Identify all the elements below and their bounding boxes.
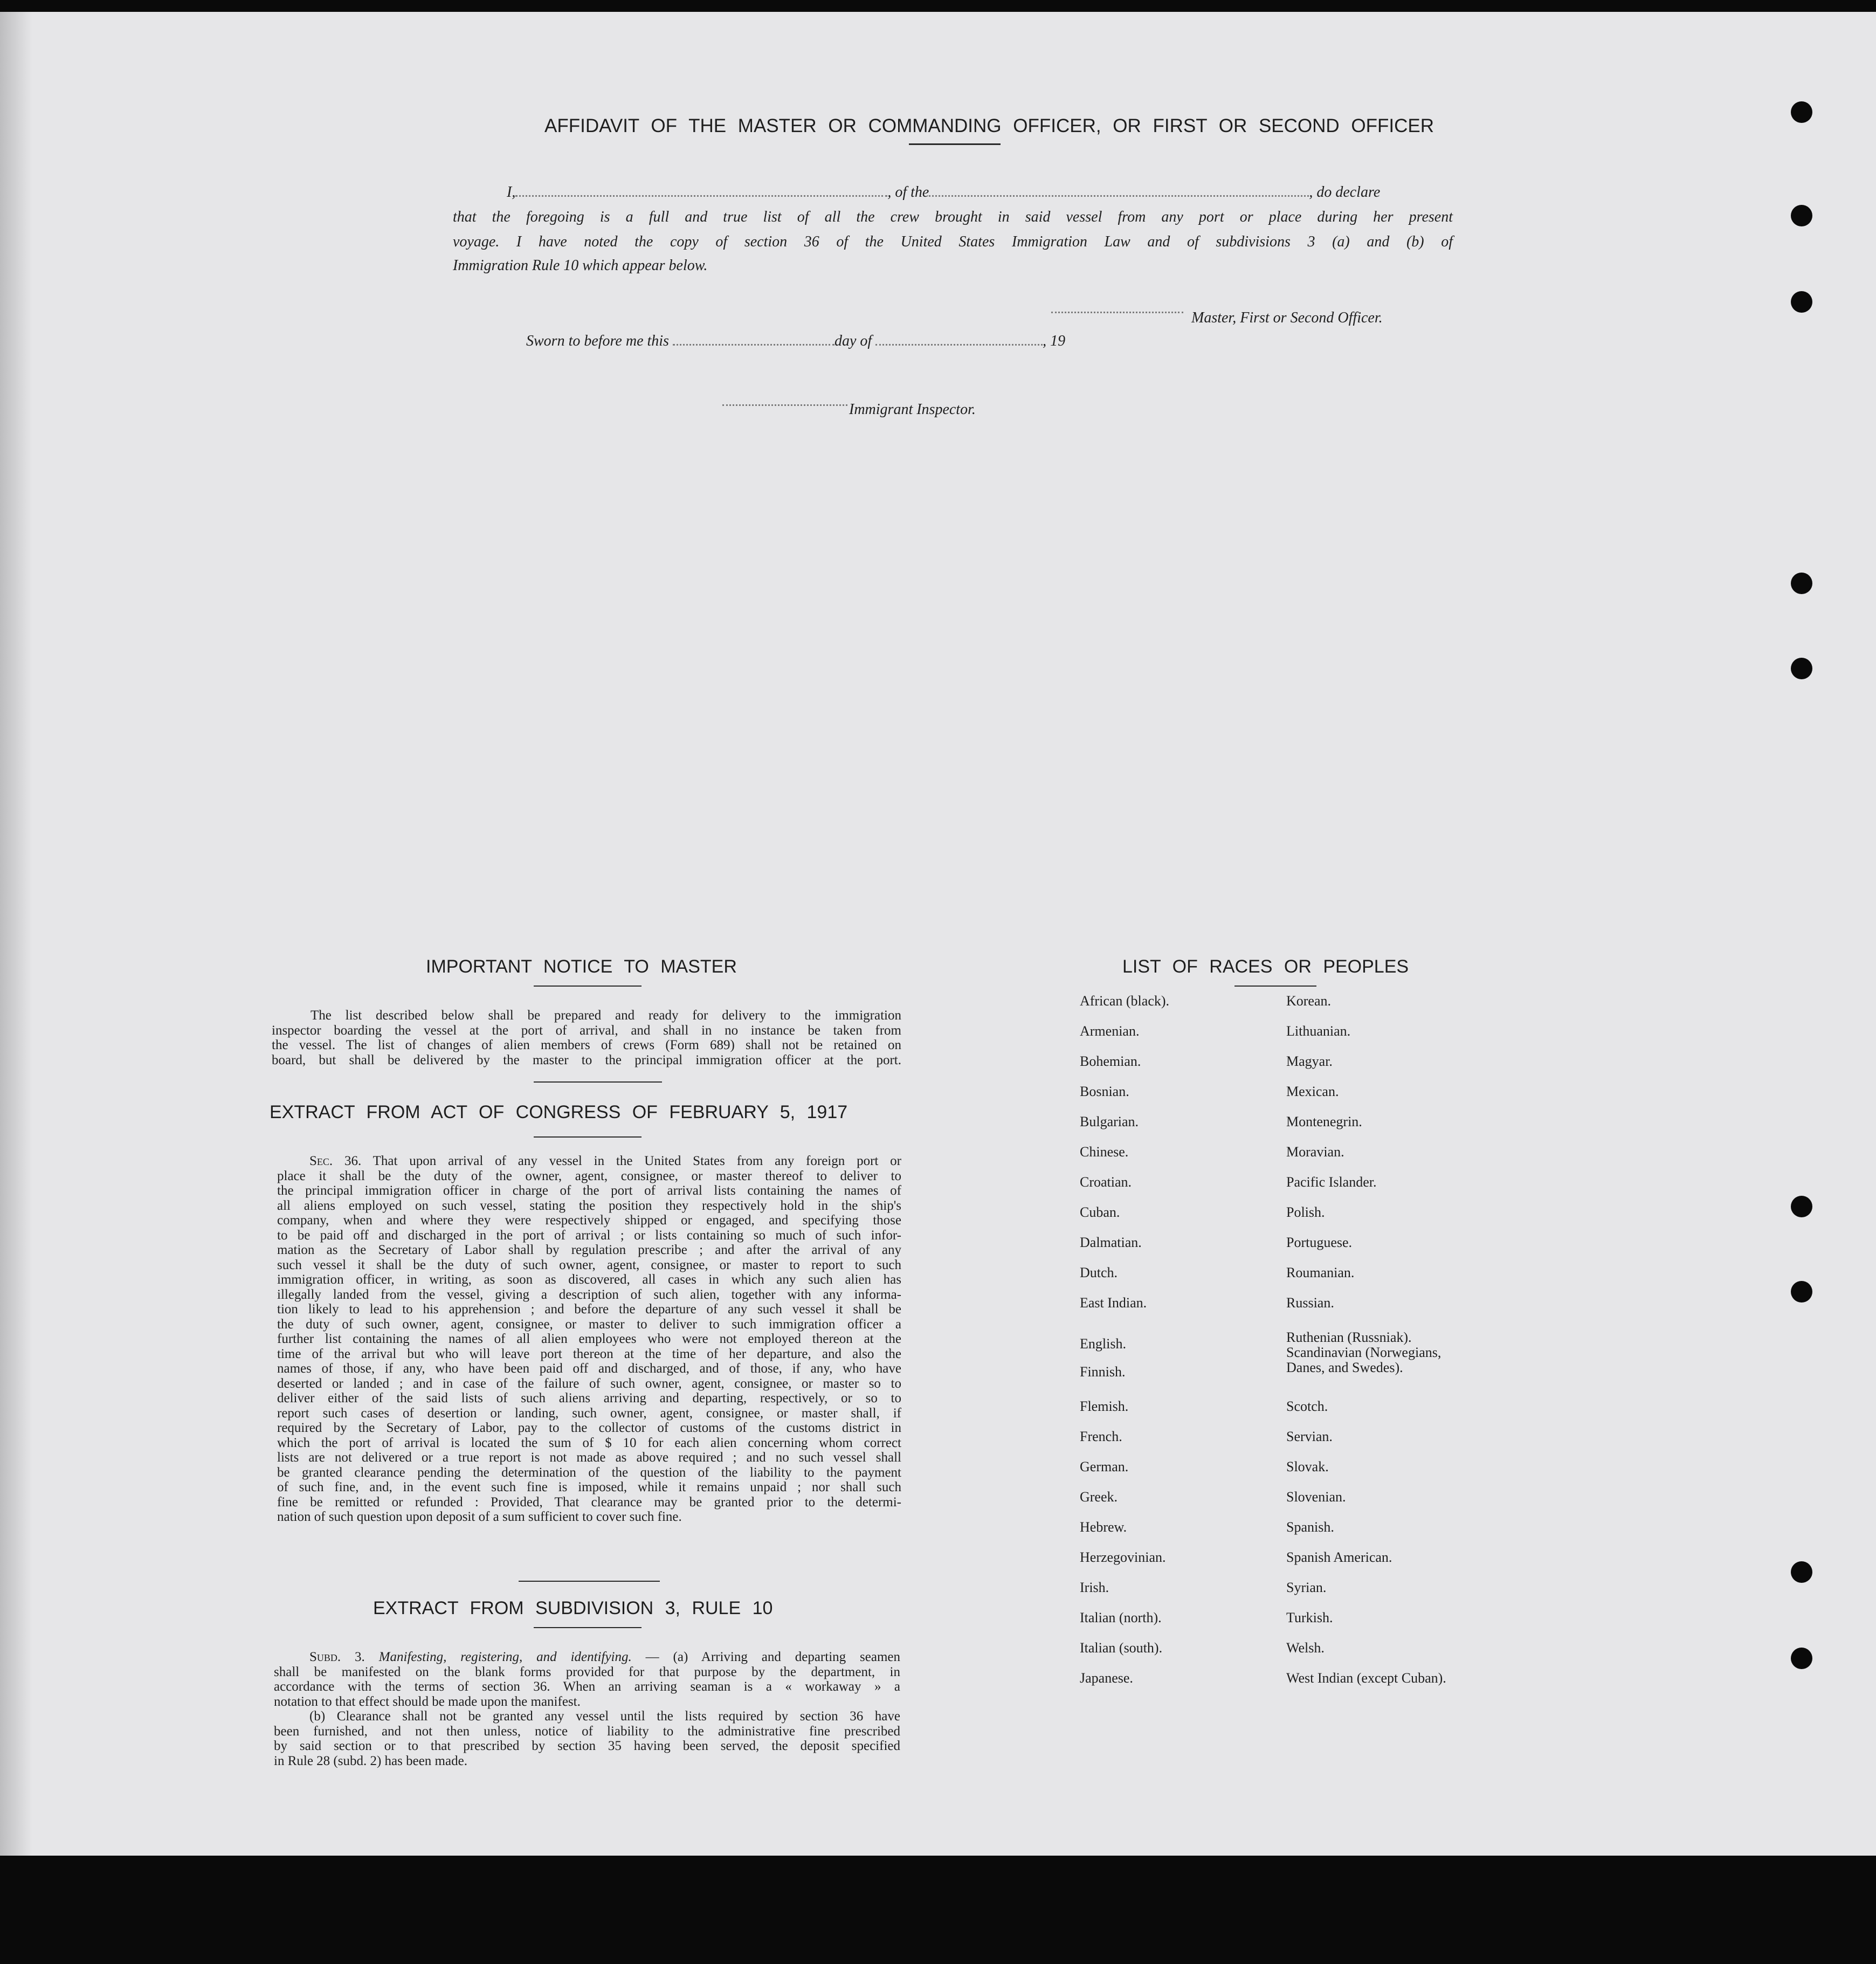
section-36-paragraph xyxy=(277,1154,901,1525)
binder-hole xyxy=(1791,1196,1812,1217)
section-divider xyxy=(534,1081,662,1083)
race-list-item: Lithuanian. xyxy=(1286,1023,1351,1039)
sworn-line xyxy=(526,333,1065,350)
notice-line: inspector boarding the vessel at the port of arrival, and shall in no instance be taken from xyxy=(272,1023,901,1038)
subdivision-heading: Manifesting, registering, and identifying. xyxy=(378,1650,632,1664)
race-list-item: Korean. xyxy=(1286,993,1332,1009)
race-list-item: Slovenian. xyxy=(1286,1489,1346,1505)
race-list-item: Croatian. xyxy=(1080,1174,1132,1190)
race-list-item: Montenegrin. xyxy=(1286,1114,1362,1129)
race-list-item: Turkish. xyxy=(1286,1610,1333,1625)
subdivision-line: in Rule 28 (subd. 2) has been made. xyxy=(274,1753,467,1768)
binder-hole xyxy=(1791,1648,1812,1669)
title-underline xyxy=(909,143,1001,145)
subdivision-line: accordance with the terms of section 36. When an arriving seaman is a « workaway » a xyxy=(274,1679,900,1694)
race-list-item: Irish. xyxy=(1080,1580,1109,1595)
section-36-line: report such cases of desertion or landing, such owner, agent, consignee, or master shall, if xyxy=(277,1405,901,1421)
document-sheet xyxy=(0,12,1876,1856)
section-36-line: deserted or landed ; and in case of the failure of such owner, agent, consignee, or master so to xyxy=(277,1376,901,1391)
race-list-item: Scotch. xyxy=(1286,1398,1328,1414)
race-list-item: Magyar. xyxy=(1286,1053,1333,1069)
immigrant-inspector-label: Immigrant Inspector. xyxy=(849,401,976,418)
races-title: LIST OF RACES OR PEOPLES xyxy=(1122,956,1409,977)
section-36-line: further list containing the names of all alien employees who were not employed thereon at the xyxy=(277,1332,901,1346)
section-36-line: be granted clearance pending the determination of the question of the liability to the payment xyxy=(277,1465,901,1480)
do-declare-label: , do declare xyxy=(1309,184,1381,201)
race-list-item: Italian (north). xyxy=(1080,1610,1162,1625)
section-36-line: lists are not delivered or a true report is not made as above required ; and no such vessel shall xyxy=(277,1450,901,1465)
race-list-item: Portuguese. xyxy=(1286,1235,1353,1250)
race-list-item: Spanish American. xyxy=(1286,1549,1392,1565)
affidavit-title: AFFIDAVIT OF THE MASTER OR COMMANDING OFFICER, OR FIRST OR SECOND OFFICER xyxy=(544,115,1434,136)
race-list-item: Pacific Islander. xyxy=(1286,1174,1377,1190)
section-36-line: That upon arrival of any vessel in the United States from any foreign port or xyxy=(373,1154,901,1168)
race-list-item: Chinese. xyxy=(1080,1144,1129,1160)
section-36-line: required by the Secretary of Labor, pay to the collector of customs of the customs district in xyxy=(277,1421,901,1435)
section-36-line: place it shall be the duty of the owner, agent, consignee, or master thereof to deliver to xyxy=(277,1168,901,1183)
of-the-label: , of the xyxy=(887,184,929,201)
affidavit-text-line: that the foregoing is a full and true list of all the crew brought in said vessel from any port or place during her present xyxy=(453,209,1453,225)
race-list-item: West Indian (except Cuban). xyxy=(1286,1670,1446,1686)
subdivision-first-line xyxy=(274,1650,900,1665)
affidavit-declaration-line xyxy=(453,180,1453,205)
binder-hole xyxy=(1791,658,1812,679)
section-36-line: tion likely to lead to his apprehension ; and before the departure of any such vessel it shall be xyxy=(277,1302,901,1317)
section-36-line: immigration officer, in writing, as soon as discovered, all cases in which any such alien has xyxy=(277,1272,901,1287)
inspector-signature-blank xyxy=(722,404,847,406)
race-list-item: Servian. xyxy=(1286,1429,1333,1444)
affidavit-text-line: Immigration Rule 10 which appear below. xyxy=(453,257,708,274)
scan-edge-shadow xyxy=(0,12,32,1856)
section-36-line: to be paid off and discharged in the port of arrival ; or lists containing so much of such infor- xyxy=(277,1228,901,1243)
section-36-line: fine be remitted or refunded : Provided, That clearance may be granted prior to the determi- xyxy=(277,1494,901,1510)
section-divider xyxy=(1234,986,1316,987)
subdivision-label: Subd. 3. xyxy=(309,1650,365,1664)
race-list-item: Bosnian. xyxy=(1080,1084,1129,1099)
section-divider xyxy=(534,986,642,987)
binder-hole xyxy=(1791,1281,1812,1303)
race-list-item: Danes, and Swedes). xyxy=(1286,1360,1403,1375)
extract-act-title: EXTRACT FROM ACT OF CONGRESS OF FEBRUARY 5, 1917 xyxy=(270,1102,848,1122)
race-list-item: African (black). xyxy=(1080,993,1170,1009)
binder-hole xyxy=(1791,291,1812,313)
race-list-item: Russian. xyxy=(1286,1295,1334,1311)
subdivision-line: by said section or to that prescribed by section 35 having been served, the deposit specified xyxy=(274,1739,900,1753)
vessel-blank xyxy=(929,195,1309,197)
race-list-item: English. xyxy=(1080,1336,1126,1352)
race-list-item: East Indian. xyxy=(1080,1295,1147,1311)
subdivision-line: shall be manifested on the blank forms provided for that purpose by the department, in xyxy=(274,1664,900,1679)
subdivision-line: (b) Clearance shall not be granted any vessel until the lists required by section 36 have xyxy=(309,1709,900,1724)
year-label: , 19 xyxy=(1043,333,1066,349)
section-label: Sec. 36. xyxy=(309,1154,362,1168)
section-36-line: all aliens employed on such vessel, stating the position they respectively hold in the ship's xyxy=(277,1198,901,1213)
race-list-item: Slovak. xyxy=(1286,1459,1329,1474)
binder-hole xyxy=(1791,101,1812,123)
section-36-line: names of those, if any, who have been paid off and discharged, and of those, if any, who have xyxy=(277,1361,901,1376)
race-list-item: Armenian. xyxy=(1080,1023,1140,1039)
extract-rule-title: EXTRACT FROM SUBDIVISION 3, RULE 10 xyxy=(373,1598,773,1618)
section-36-line: nation of such question upon deposit of a sum sufficient to cover such fine. xyxy=(277,1510,682,1524)
race-list-item: Hebrew. xyxy=(1080,1519,1127,1535)
i-label: I, xyxy=(507,184,516,201)
notice-line: the vessel. The list of changes of alien members of crews (Form 689) shall not be retained on xyxy=(272,1038,901,1052)
subdivision-line: — (a) Arriving and departing seamen xyxy=(645,1650,900,1664)
day-blank xyxy=(673,344,834,346)
race-list-item: Welsh. xyxy=(1286,1640,1325,1656)
race-list-item: Syrian. xyxy=(1286,1580,1327,1595)
section-36-line: mation as the Secretary of Labor shall by regulation prescribe ; and after the arrival of any xyxy=(277,1243,901,1257)
notice-paragraph xyxy=(272,1008,901,1067)
race-list-item: Bulgarian. xyxy=(1080,1114,1139,1129)
race-list-item: Polish. xyxy=(1286,1204,1325,1220)
race-list-item: Greek. xyxy=(1080,1489,1118,1505)
master-signature-label: Master, First or Second Officer. xyxy=(1191,309,1383,326)
section-36-line: which the port of arrival is located the sum of $ 10 for each alien concerning whom correct xyxy=(277,1435,901,1450)
section-36-line: illegally landed from the vessel, giving a description of such alien, together with any informa- xyxy=(277,1287,901,1302)
affidavit-text-line: voyage. I have noted the copy of section 36 of the United States Immigration Law and of subdivisions 3 (a) and (b) of xyxy=(453,233,1453,250)
section-divider xyxy=(534,1136,642,1138)
race-list-item: Finnish. xyxy=(1080,1364,1126,1380)
day-of-label: day of xyxy=(834,333,872,349)
race-list-item: Dalmatian. xyxy=(1080,1235,1142,1250)
race-list-item: Herzegovinian. xyxy=(1080,1549,1166,1565)
section-36-line: the principal immigration officer in charge of the port of arrival lists containing the names of xyxy=(277,1183,901,1198)
race-list-item: French. xyxy=(1080,1429,1122,1444)
section-36-first-line xyxy=(277,1154,901,1169)
race-list-item: Ruthenian (Russniak). xyxy=(1286,1329,1412,1345)
race-list-item: Italian (south). xyxy=(1080,1640,1163,1656)
race-list-item: Moravian. xyxy=(1286,1144,1344,1160)
notice-title: IMPORTANT NOTICE TO MASTER xyxy=(426,956,737,977)
section-divider xyxy=(519,1581,660,1582)
master-signature-blank xyxy=(1051,312,1183,313)
section-36-line: time of the arrival but who will leave port thereon at the time of her departure, and also the xyxy=(277,1346,901,1361)
race-list-item: Dutch. xyxy=(1080,1265,1118,1280)
notice-line: board, but shall be delivered by the master to the principal immigration officer at the port. xyxy=(272,1052,901,1067)
section-36-line: company, when and where they were respectively shipped or engaged, and specifying those xyxy=(277,1213,901,1228)
binder-hole xyxy=(1791,205,1812,226)
notice-line: The list described below shall be prepared and ready for delivery to the immigration xyxy=(311,1008,901,1023)
month-blank xyxy=(875,344,1043,346)
race-list-item: Spanish. xyxy=(1286,1519,1334,1535)
subdivision-line: notation to that effect should be made upon the manifest. xyxy=(274,1694,581,1709)
binder-hole xyxy=(1791,1561,1812,1583)
race-list-item: Japanese. xyxy=(1080,1670,1133,1686)
race-list-item: Flemish. xyxy=(1080,1398,1129,1414)
race-list-item: Bohemian. xyxy=(1080,1053,1141,1069)
subdivision-line: been furnished, and not then unless, notice of liability to the administrative fine prescribed xyxy=(274,1724,900,1739)
name-blank xyxy=(515,195,887,197)
section-divider xyxy=(534,1627,642,1628)
race-list-item: Cuban. xyxy=(1080,1204,1120,1220)
race-list-item: Roumanian. xyxy=(1286,1265,1355,1280)
race-list-item: Mexican. xyxy=(1286,1084,1339,1099)
section-36-line: deliver either of the said lists of such aliens arriving and departing, respectively, or so to xyxy=(277,1391,901,1405)
race-list-item: German. xyxy=(1080,1459,1129,1474)
section-36-line: the duty of such owner, agent, consignee, or master to deliver to such immigration officer a xyxy=(277,1317,901,1332)
sworn-prefix: Sworn to before me this xyxy=(526,333,669,349)
race-list-item: Scandinavian (Norwegians, xyxy=(1286,1345,1442,1360)
section-36-line: of such fine, and, in the event such fine is imposed, while it remains unpaid ; nor shall such xyxy=(277,1480,901,1494)
subdivision-paragraph xyxy=(274,1650,900,1768)
section-36-line: such vessel it shall be the duty of such owner, agent, consignee, or master to report to such xyxy=(277,1257,901,1272)
binder-hole xyxy=(1791,573,1812,594)
